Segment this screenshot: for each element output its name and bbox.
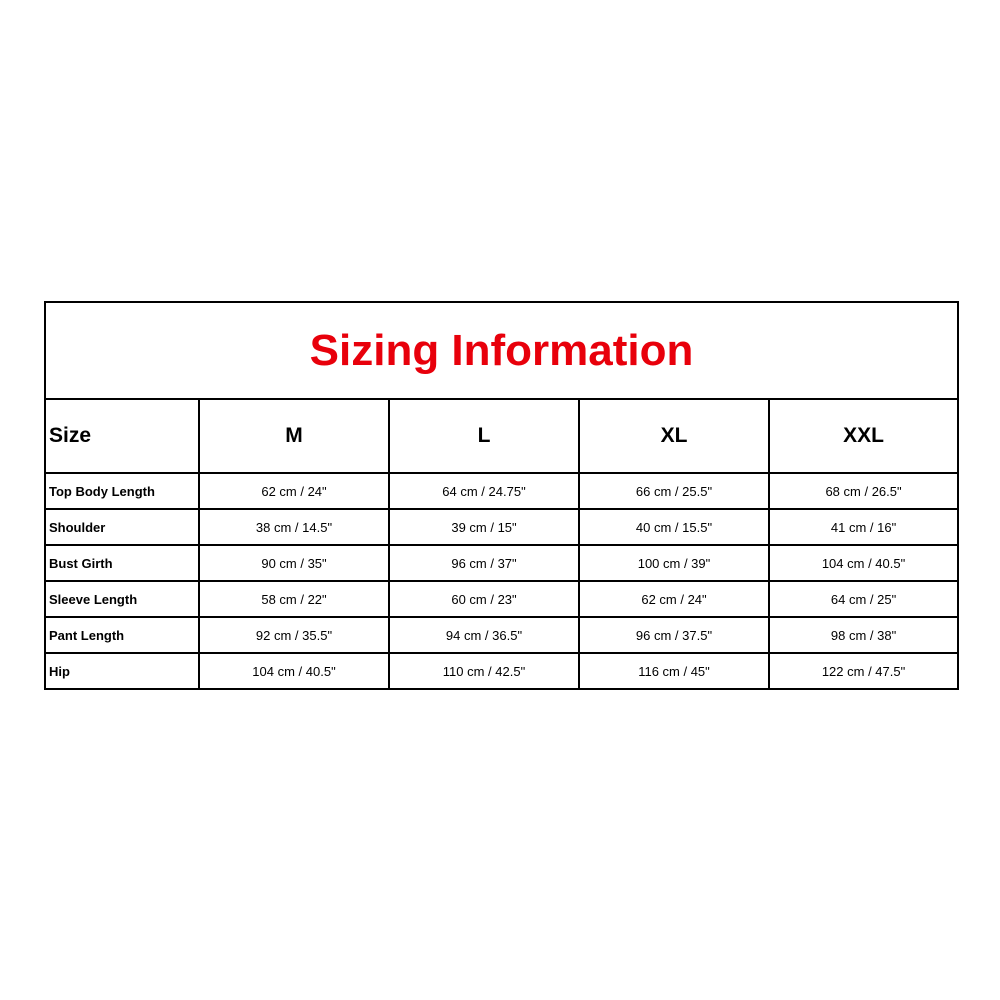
table-cell: 110 cm / 42.5" bbox=[389, 653, 579, 689]
row-label: Sleeve Length bbox=[45, 581, 199, 617]
size-header-m: M bbox=[199, 399, 389, 473]
row-label: Bust Girth bbox=[45, 545, 199, 581]
title-row bbox=[45, 302, 958, 399]
table-cell: 100 cm / 39" bbox=[579, 545, 769, 581]
row-label: Pant Length bbox=[45, 617, 199, 653]
table-cell: 62 cm / 24" bbox=[199, 473, 389, 509]
table-row bbox=[45, 653, 958, 689]
table-cell: 122 cm / 47.5" bbox=[769, 653, 958, 689]
header-row bbox=[45, 399, 958, 473]
table-row bbox=[45, 581, 958, 617]
table-cell: 68 cm / 26.5" bbox=[769, 473, 958, 509]
row-label: Top Body Length bbox=[45, 473, 199, 509]
table-row bbox=[45, 617, 958, 653]
sizing-table bbox=[44, 301, 959, 690]
table-cell: 116 cm / 45" bbox=[579, 653, 769, 689]
row-label: Shoulder bbox=[45, 509, 199, 545]
table-cell: 66 cm / 25.5" bbox=[579, 473, 769, 509]
table-cell: 64 cm / 25" bbox=[769, 581, 958, 617]
table-cell: 90 cm / 35" bbox=[199, 545, 389, 581]
table-cell: 60 cm / 23" bbox=[389, 581, 579, 617]
size-header-xl: XL bbox=[579, 399, 769, 473]
table-row bbox=[45, 545, 958, 581]
table-title: Sizing Information bbox=[45, 302, 958, 399]
row-label: Hip bbox=[45, 653, 199, 689]
table-row bbox=[45, 509, 958, 545]
table-cell: 98 cm / 38" bbox=[769, 617, 958, 653]
table-cell: 41 cm / 16" bbox=[769, 509, 958, 545]
table-cell: 62 cm / 24" bbox=[579, 581, 769, 617]
table-cell: 39 cm / 15" bbox=[389, 509, 579, 545]
table-cell: 40 cm / 15.5" bbox=[579, 509, 769, 545]
table-cell: 38 cm / 14.5" bbox=[199, 509, 389, 545]
size-header-l: L bbox=[389, 399, 579, 473]
table-cell: 104 cm / 40.5" bbox=[199, 653, 389, 689]
table-row bbox=[45, 473, 958, 509]
table-cell: 58 cm / 22" bbox=[199, 581, 389, 617]
table-cell: 96 cm / 37.5" bbox=[579, 617, 769, 653]
size-header-label: Size bbox=[45, 399, 199, 473]
table-cell: 104 cm / 40.5" bbox=[769, 545, 958, 581]
size-header-xxl: XXL bbox=[769, 399, 958, 473]
table-cell: 94 cm / 36.5" bbox=[389, 617, 579, 653]
table-cell: 92 cm / 35.5" bbox=[199, 617, 389, 653]
table-cell: 64 cm / 24.75" bbox=[389, 473, 579, 509]
table-cell: 96 cm / 37" bbox=[389, 545, 579, 581]
